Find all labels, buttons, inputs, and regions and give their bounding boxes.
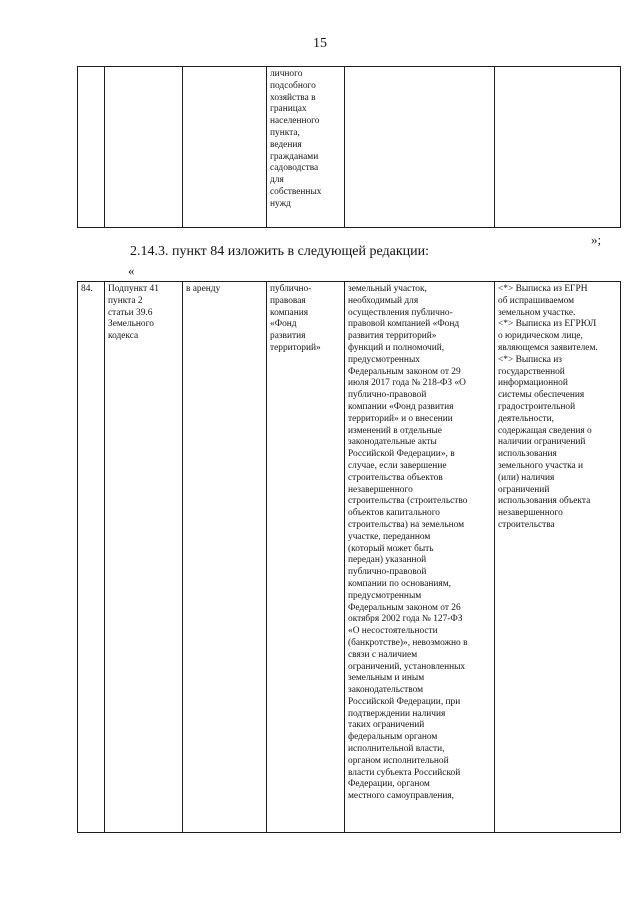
point-84-table	[77, 281, 621, 833]
table-row	[78, 67, 621, 228]
applicant: публично- правовая компания «Фонд развития территорий»	[267, 282, 345, 833]
closing-quote: »;	[591, 232, 602, 247]
land-plot-description: земельный участок, необходимый для осуществления публично- правовой компанией «Фонд развития территорий» функций и полномочий, предусмотренных Федеральным законом от 29 июля 2017 года № 218-ФЗ «О публично-правовой компании «Фонд развития территорий» и о внесении изменений в отдельные законодательные акты Российской Федерации», в случае, если завершение строительства объектов незавершенного строительства (строительство объектов капитального строительства) на земельном участке, переданном (который может быть передан) указанной публично-правовой компании по основаниям, предусмотренным Федеральным законом от 26 октября 2002 года № 127-ФЗ «О несостоятельности (банкротстве)», невозможно в связи с наличием ограничений, установленных земельным и иным законодательством Российской Федерации, при подтверждении наличия таких ограничений федеральным органом исполнительной власти, органом исполнительной власти субъекта Российской Федерации, органом местного самоуправления,	[345, 282, 495, 833]
cell-number	[78, 67, 105, 228]
cell-land-plot	[345, 67, 495, 228]
right-type: в аренду	[183, 282, 267, 833]
continued-table	[77, 66, 621, 228]
cell-basis	[105, 67, 183, 228]
legal-basis: Подпункт 41 пункта 2 статьи 39.6 Земельного кодекса	[105, 282, 183, 833]
page-number: 15	[313, 36, 327, 51]
required-documents: <*> Выписка из ЕГРН об испрашиваемом земельном участке. <*> Выписка из ЕГРЮЛ о юридическом лице, являющемся заявителем. <*> Выписка из государственной информационной системы обеспечения градостроительной деятельности, содержащая сведения о наличии ограничений использования земельного участка и (или) наличия ограничений использования объекта незавершенного строительства	[495, 282, 621, 833]
cell-documents	[495, 67, 621, 228]
cell-right-type	[183, 67, 267, 228]
cell-purpose: личного подсобного хозяйства в границах населенного пункта, ведения гражданами садоводства для собственных нужд	[267, 67, 345, 228]
row-number: 84.	[78, 282, 105, 833]
opening-quote: «	[128, 263, 135, 278]
amendment-heading: 2.14.3. пункт 84 изложить в следующей редакции:	[130, 244, 429, 259]
table-row	[78, 282, 621, 833]
